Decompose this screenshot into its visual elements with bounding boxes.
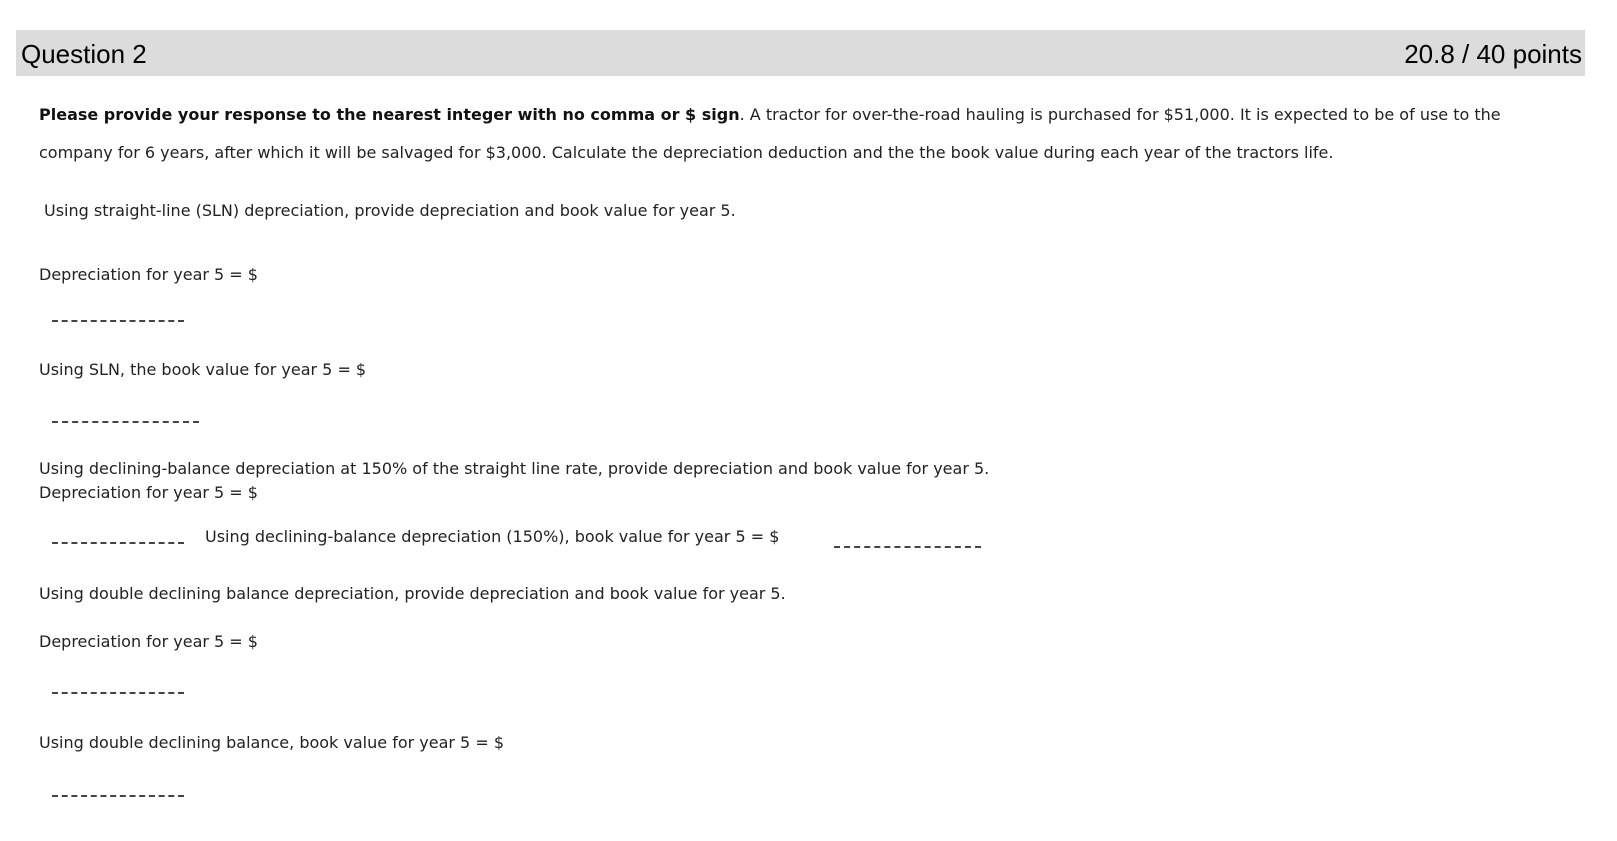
ddb-book-value-label: Using double declining balance, book value for year 5 = $ bbox=[39, 733, 504, 752]
instruction-bold: Please provide your response to the nearest integer with no comma or $ sign bbox=[39, 105, 740, 124]
db150-depreciation-blank[interactable] bbox=[52, 522, 184, 544]
sln-depreciation-label: Depreciation for year 5 = $ bbox=[39, 265, 258, 284]
sln-depreciation-blank[interactable] bbox=[52, 300, 184, 322]
db150-book-value-blank[interactable] bbox=[834, 526, 981, 548]
question-prompt bbox=[39, 96, 1579, 172]
db150-depreciation-label: Depreciation for year 5 = $ bbox=[39, 483, 258, 502]
question-points: 20.8 / 40 points bbox=[1404, 39, 1582, 69]
problem-statement: . A tractor for over-the-road hauling is purchased for $51,000. It is expected to be of use to the company for 6 years, after which it will be salvaged for $3,000. Calculate the depreciation deduction and the the book value during each year of the tractors life. bbox=[39, 105, 1501, 162]
ddb-heading: Using double declining balance depreciation, provide depreciation and book value for year 5. bbox=[39, 584, 786, 603]
sln-book-value-blank[interactable] bbox=[52, 401, 199, 423]
question-header bbox=[16, 30, 1585, 76]
sln-heading: Using straight-line (SLN) depreciation, provide depreciation and book value for year 5. bbox=[44, 201, 736, 220]
ddb-book-value-blank[interactable] bbox=[52, 775, 184, 797]
question-title: Question 2 bbox=[21, 39, 147, 69]
db150-heading: Using declining-balance depreciation at 150% of the straight line rate, provide depreciation and book value for year 5. bbox=[39, 459, 990, 478]
sln-book-value-label: Using SLN, the book value for year 5 = $ bbox=[39, 360, 367, 379]
ddb-depreciation-label: Depreciation for year 5 = $ bbox=[39, 632, 258, 651]
ddb-depreciation-blank[interactable] bbox=[52, 672, 184, 694]
db150-book-value-label: Using declining-balance depreciation (150%), book value for year 5 = $ bbox=[205, 527, 780, 546]
